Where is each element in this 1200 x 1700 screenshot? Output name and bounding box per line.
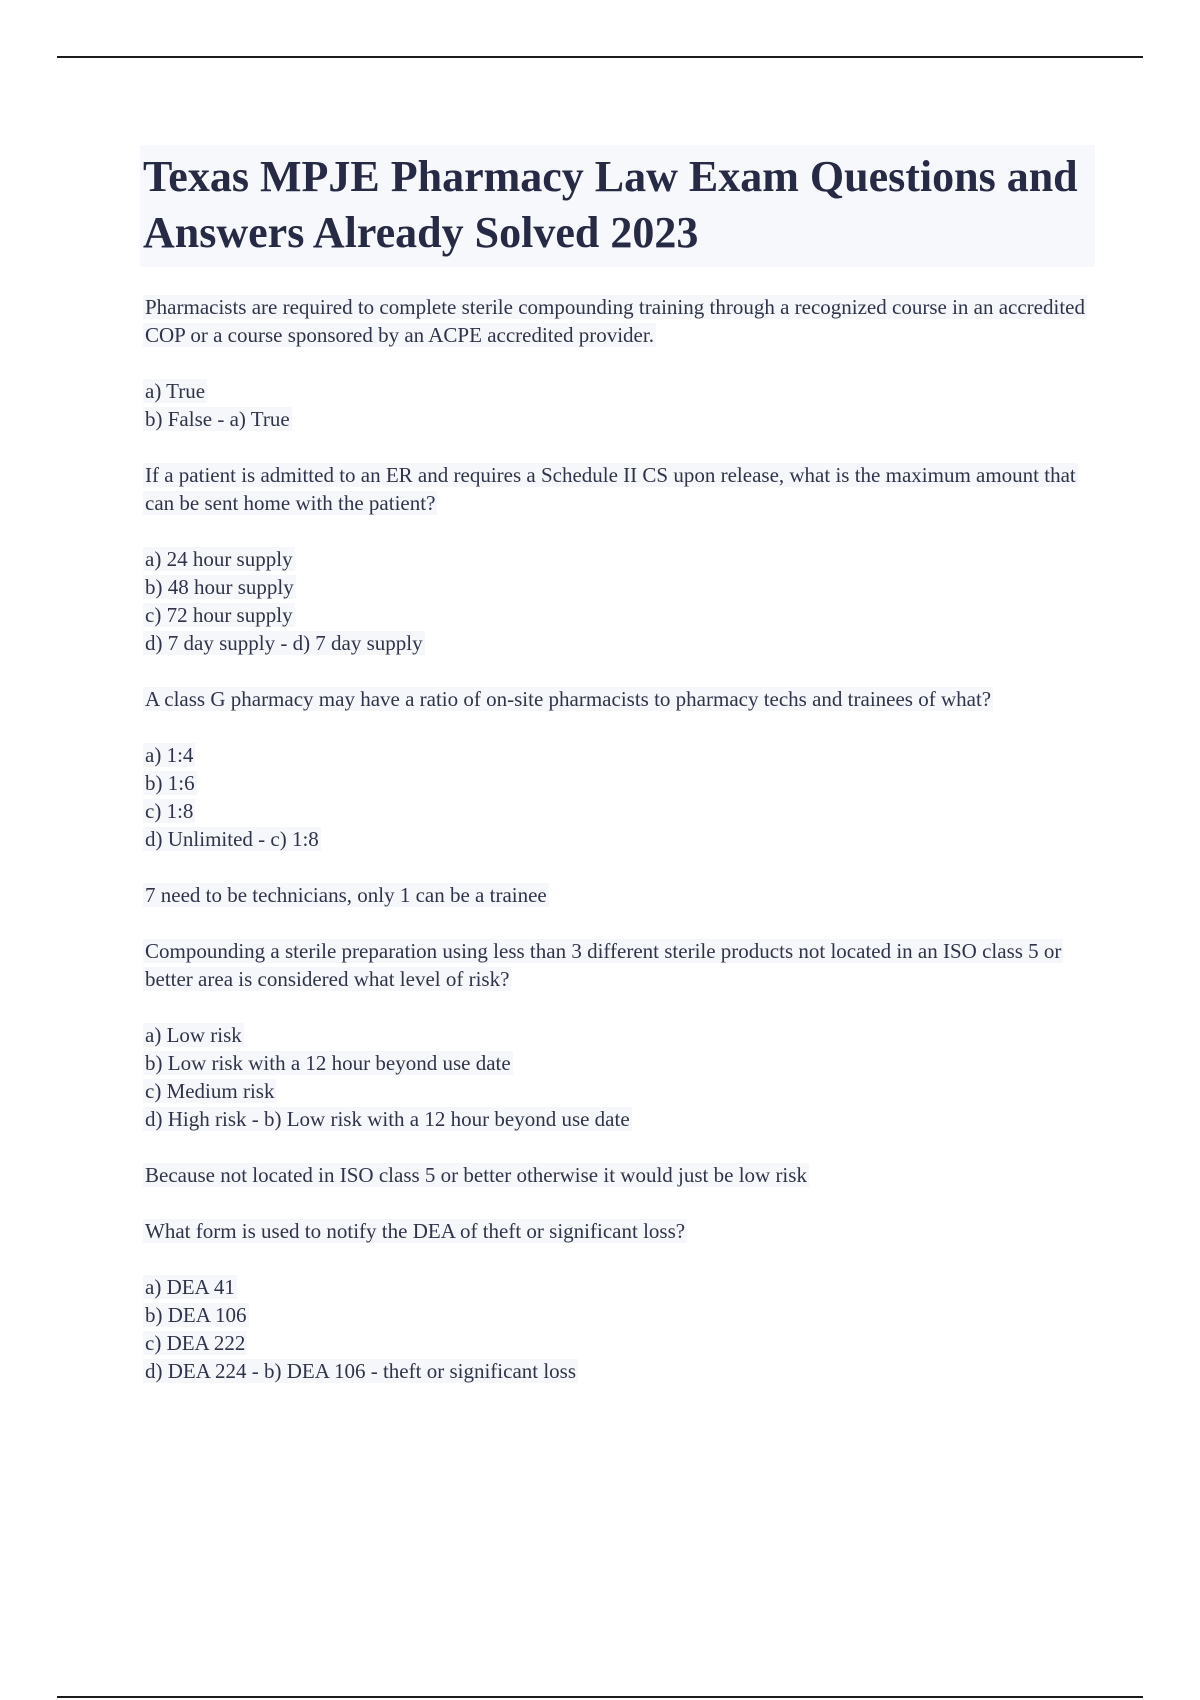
document-title: Texas MPJE Pharmacy Law Exam Questions and Answers Already Solved 2023 <box>143 152 1078 257</box>
option-item: d) High risk - b) Low risk with a 12 hour beyond use date <box>145 1107 630 1131</box>
options-list <box>143 545 1093 657</box>
option-item: b) Low risk with a 12 hour beyond use date <box>145 1051 511 1075</box>
options-list <box>143 1273 1093 1385</box>
answer-explanation: Because not located in ISO class 5 or better otherwise it would just be low risk <box>145 1163 807 1187</box>
document-body <box>143 145 1093 1413</box>
options-list <box>143 377 1093 433</box>
option-item: b) DEA 106 <box>145 1303 247 1327</box>
option-item: a) 24 hour supply <box>145 547 293 571</box>
option-item: b) 1:6 <box>145 771 195 795</box>
option-item: c) Medium risk <box>145 1079 275 1103</box>
option-item: d) 7 day supply - d) 7 day supply <box>145 631 423 655</box>
question-text: If a patient is admitted to an ER and requires a Schedule II CS upon release, what is the maximum amount that can be sent home with the patient? <box>145 463 1076 515</box>
top-rule <box>57 56 1143 58</box>
option-item: b) 48 hour supply <box>145 575 294 599</box>
question-block <box>143 937 1093 1189</box>
question-block <box>143 461 1093 657</box>
options-list <box>143 1021 1093 1133</box>
option-item: c) DEA 222 <box>145 1331 246 1355</box>
option-item: c) 1:8 <box>145 799 194 823</box>
option-item: d) Unlimited - c) 1:8 <box>145 827 319 851</box>
question-block <box>143 685 1093 909</box>
answer-explanation: 7 need to be technicians, only 1 can be a trainee <box>145 883 547 907</box>
option-item: a) 1:4 <box>145 743 194 767</box>
option-item: a) True <box>145 379 206 403</box>
question-text: What form is used to notify the DEA of theft or significant loss? <box>145 1219 686 1243</box>
option-item: a) Low risk <box>145 1023 242 1047</box>
question-text: Compounding a sterile preparation using less than 3 different sterile products not located in an ISO class 5 or better area is considered what level of risk? <box>145 939 1062 991</box>
option-item: a) DEA 41 <box>145 1275 235 1299</box>
question-text: Pharmacists are required to complete sterile compounding training through a recognized course in an accredited COP or a course sponsored by an ACPE accredited provider. <box>145 295 1085 347</box>
option-item: c) 72 hour supply <box>145 603 293 627</box>
option-item: b) False - a) True <box>145 407 290 431</box>
question-block <box>143 293 1093 433</box>
question-block <box>143 1217 1093 1385</box>
option-item: d) DEA 224 - b) DEA 106 - theft or significant loss <box>145 1359 577 1383</box>
question-text: A class G pharmacy may have a ratio of on-site pharmacists to pharmacy techs and trainees of what? <box>145 687 992 711</box>
title-block <box>140 145 1095 267</box>
bottom-rule <box>57 1696 1143 1698</box>
options-list <box>143 741 1093 853</box>
